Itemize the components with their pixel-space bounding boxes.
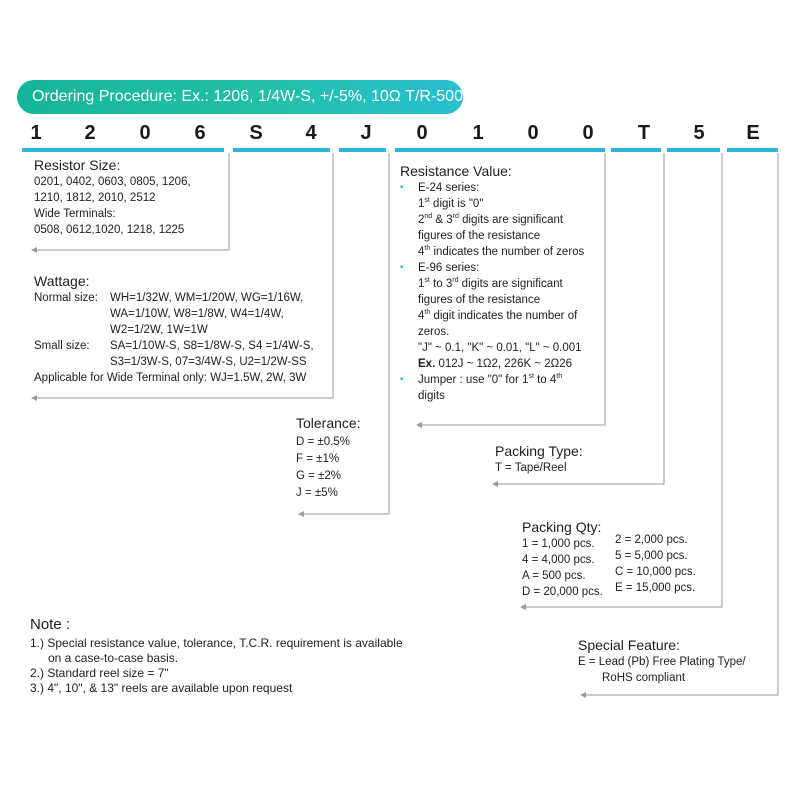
code-char: J [360, 122, 372, 144]
special-feature-line: E = Lead (Pb) Free Plating Type/ [578, 656, 746, 668]
code-char: E [746, 122, 760, 144]
arrowhead [31, 395, 37, 401]
e96-line: zeros. [418, 326, 450, 338]
normal-size-line: WH=1/32W, WM=1/20W, WG=1/16W, [110, 292, 304, 304]
e96-example: Ex. 012J ~ 1Ω2, 226K ~ 2Ω26 [418, 358, 573, 370]
tolerance-item: G = ±2% [296, 470, 341, 482]
bullet-icon: • [400, 374, 404, 385]
code-char: 2 [84, 122, 96, 144]
e24-title: E-24 series: [418, 182, 480, 194]
arrowhead [492, 481, 498, 487]
note-line: 3.) 4", 10", & 13" reels are available upon request [30, 681, 293, 695]
code-char: S [249, 122, 263, 144]
small-size-line: S3=1/3W-S, 07=3/4W-S, U2=1/2W-SS [110, 356, 307, 368]
note-line: 1.) Special resistance value, tolerance, T.C.R. requirement is available [30, 636, 403, 650]
e96-line: 1st to 3rd digits are significant [418, 277, 563, 290]
jumper-line: Jumper : use "0" for 1st to 4th [418, 373, 563, 386]
ordering-procedure-banner: Ordering Procedure: Ex.: 1206, 1/4W-S, +/-5%, 10Ω T/R-5000 [17, 80, 463, 114]
e96-line: 4th digit indicates the number of [418, 309, 578, 322]
bullet-icon: • [400, 262, 404, 273]
wide-terminal-wattage: Applicable for Wide Terminal only: WJ=1.5W, 2W, 3W [34, 372, 307, 384]
code-char: 0 [582, 122, 594, 144]
code-char: 6 [194, 122, 206, 144]
note-line: on a case-to-case basis. [48, 651, 179, 665]
packing-qty-item: 2 = 2,000 pcs. [615, 534, 688, 546]
code-char: 0 [139, 122, 151, 144]
e96-title: E-96 series: [418, 262, 480, 274]
tolerance-item: J = ±5% [296, 487, 338, 499]
arrowhead [298, 511, 304, 517]
packing-type-title: Packing Type: [495, 443, 583, 459]
note-title: Note : [30, 616, 71, 633]
resistor-size-title: Resistor Size: [34, 157, 121, 173]
connector-special [582, 153, 778, 695]
wide-terminals-title: Wide Terminals: [34, 208, 116, 220]
normal-size-line: W2=1/2W, 1W=1W [110, 324, 208, 336]
resistance-title: Resistance Value: [400, 163, 512, 179]
jumper-line-2: digits [418, 390, 445, 402]
code-char: T [637, 122, 651, 144]
e24-line: figures of the resistance [418, 230, 541, 242]
e96-line: figures of the resistance [418, 294, 541, 306]
tolerance-block [296, 414, 361, 502]
wattage-title: Wattage: [34, 273, 90, 289]
packing-qty-item: A = 500 pcs. [522, 570, 586, 582]
note-block [30, 616, 403, 696]
resistor-size-line: 0201, 0402, 0603, 0805, 1206, [34, 176, 191, 188]
code-char: 0 [527, 122, 539, 144]
packing-qty-item: 5 = 5,000 pcs. [615, 550, 688, 562]
arrowhead [520, 604, 526, 610]
packing-qty-item: 4 = 4,000 pcs. [522, 554, 595, 566]
small-size-line: SA=1/10W-S, S8=1/8W-S, S4 =1/4W-S, [110, 340, 314, 352]
e24-line: 4th indicates the number of zeros [418, 245, 585, 258]
note-line: 2.) Standard reel size = 7" [30, 666, 169, 680]
tolerance-item: F = ±1% [296, 453, 340, 465]
normal-size-line: WA=1/10W, W8=1/8W, W4=1/4W, [110, 308, 284, 320]
resistance-value-block [400, 162, 584, 404]
tolerance-item: D = ±0.5% [296, 436, 350, 448]
bullet-icon: • [400, 182, 404, 193]
tolerance-title: Tolerance: [296, 415, 361, 431]
special-feature-line: RoHS compliant [602, 672, 686, 684]
packing-type-value: T = Tape/Reel [495, 462, 567, 474]
small-size-label: Small size: [34, 340, 90, 352]
packing-qty-title: Packing Qty: [522, 519, 602, 535]
packing-qty-item: E = 15,000 pcs. [615, 582, 696, 594]
resistor-size-block [34, 156, 191, 238]
e24-line: 2nd & 3rd digits are significant [418, 213, 564, 226]
packing-qty-item: C = 10,000 pcs. [615, 566, 696, 578]
arrowhead [580, 692, 586, 698]
resistor-size-line: 1210, 1812, 2010, 2512 [34, 192, 156, 204]
packing-qty-block [522, 518, 601, 536]
arrowhead [31, 247, 37, 253]
wattage-block [34, 272, 314, 386]
packing-type-block [495, 442, 583, 476]
e96-line: "J" ~ 0.1, "K" ~ 0.01, "L" ~ 0.001 [418, 342, 582, 354]
code-char: 1 [472, 122, 484, 144]
packing-qty-item: D = 20,000 pcs. [522, 586, 603, 598]
packing-qty-item: 1 = 1,000 pcs. [522, 538, 595, 550]
arrowhead [416, 422, 422, 428]
special-feature-block [578, 636, 746, 686]
code-char: 4 [305, 122, 317, 144]
code-char: 1 [30, 122, 42, 144]
wide-terminals-line: 0508, 0612,1020, 1218, 1225 [34, 224, 185, 236]
code-char: 5 [693, 122, 705, 144]
e24-line: 1st digit is "0" [418, 197, 484, 210]
normal-size-label: Normal size: [34, 292, 98, 304]
code-char: 0 [416, 122, 428, 144]
packing-qty-left [522, 536, 603, 600]
packing-qty-right [615, 532, 696, 596]
special-feature-title: Special Feature: [578, 637, 680, 653]
